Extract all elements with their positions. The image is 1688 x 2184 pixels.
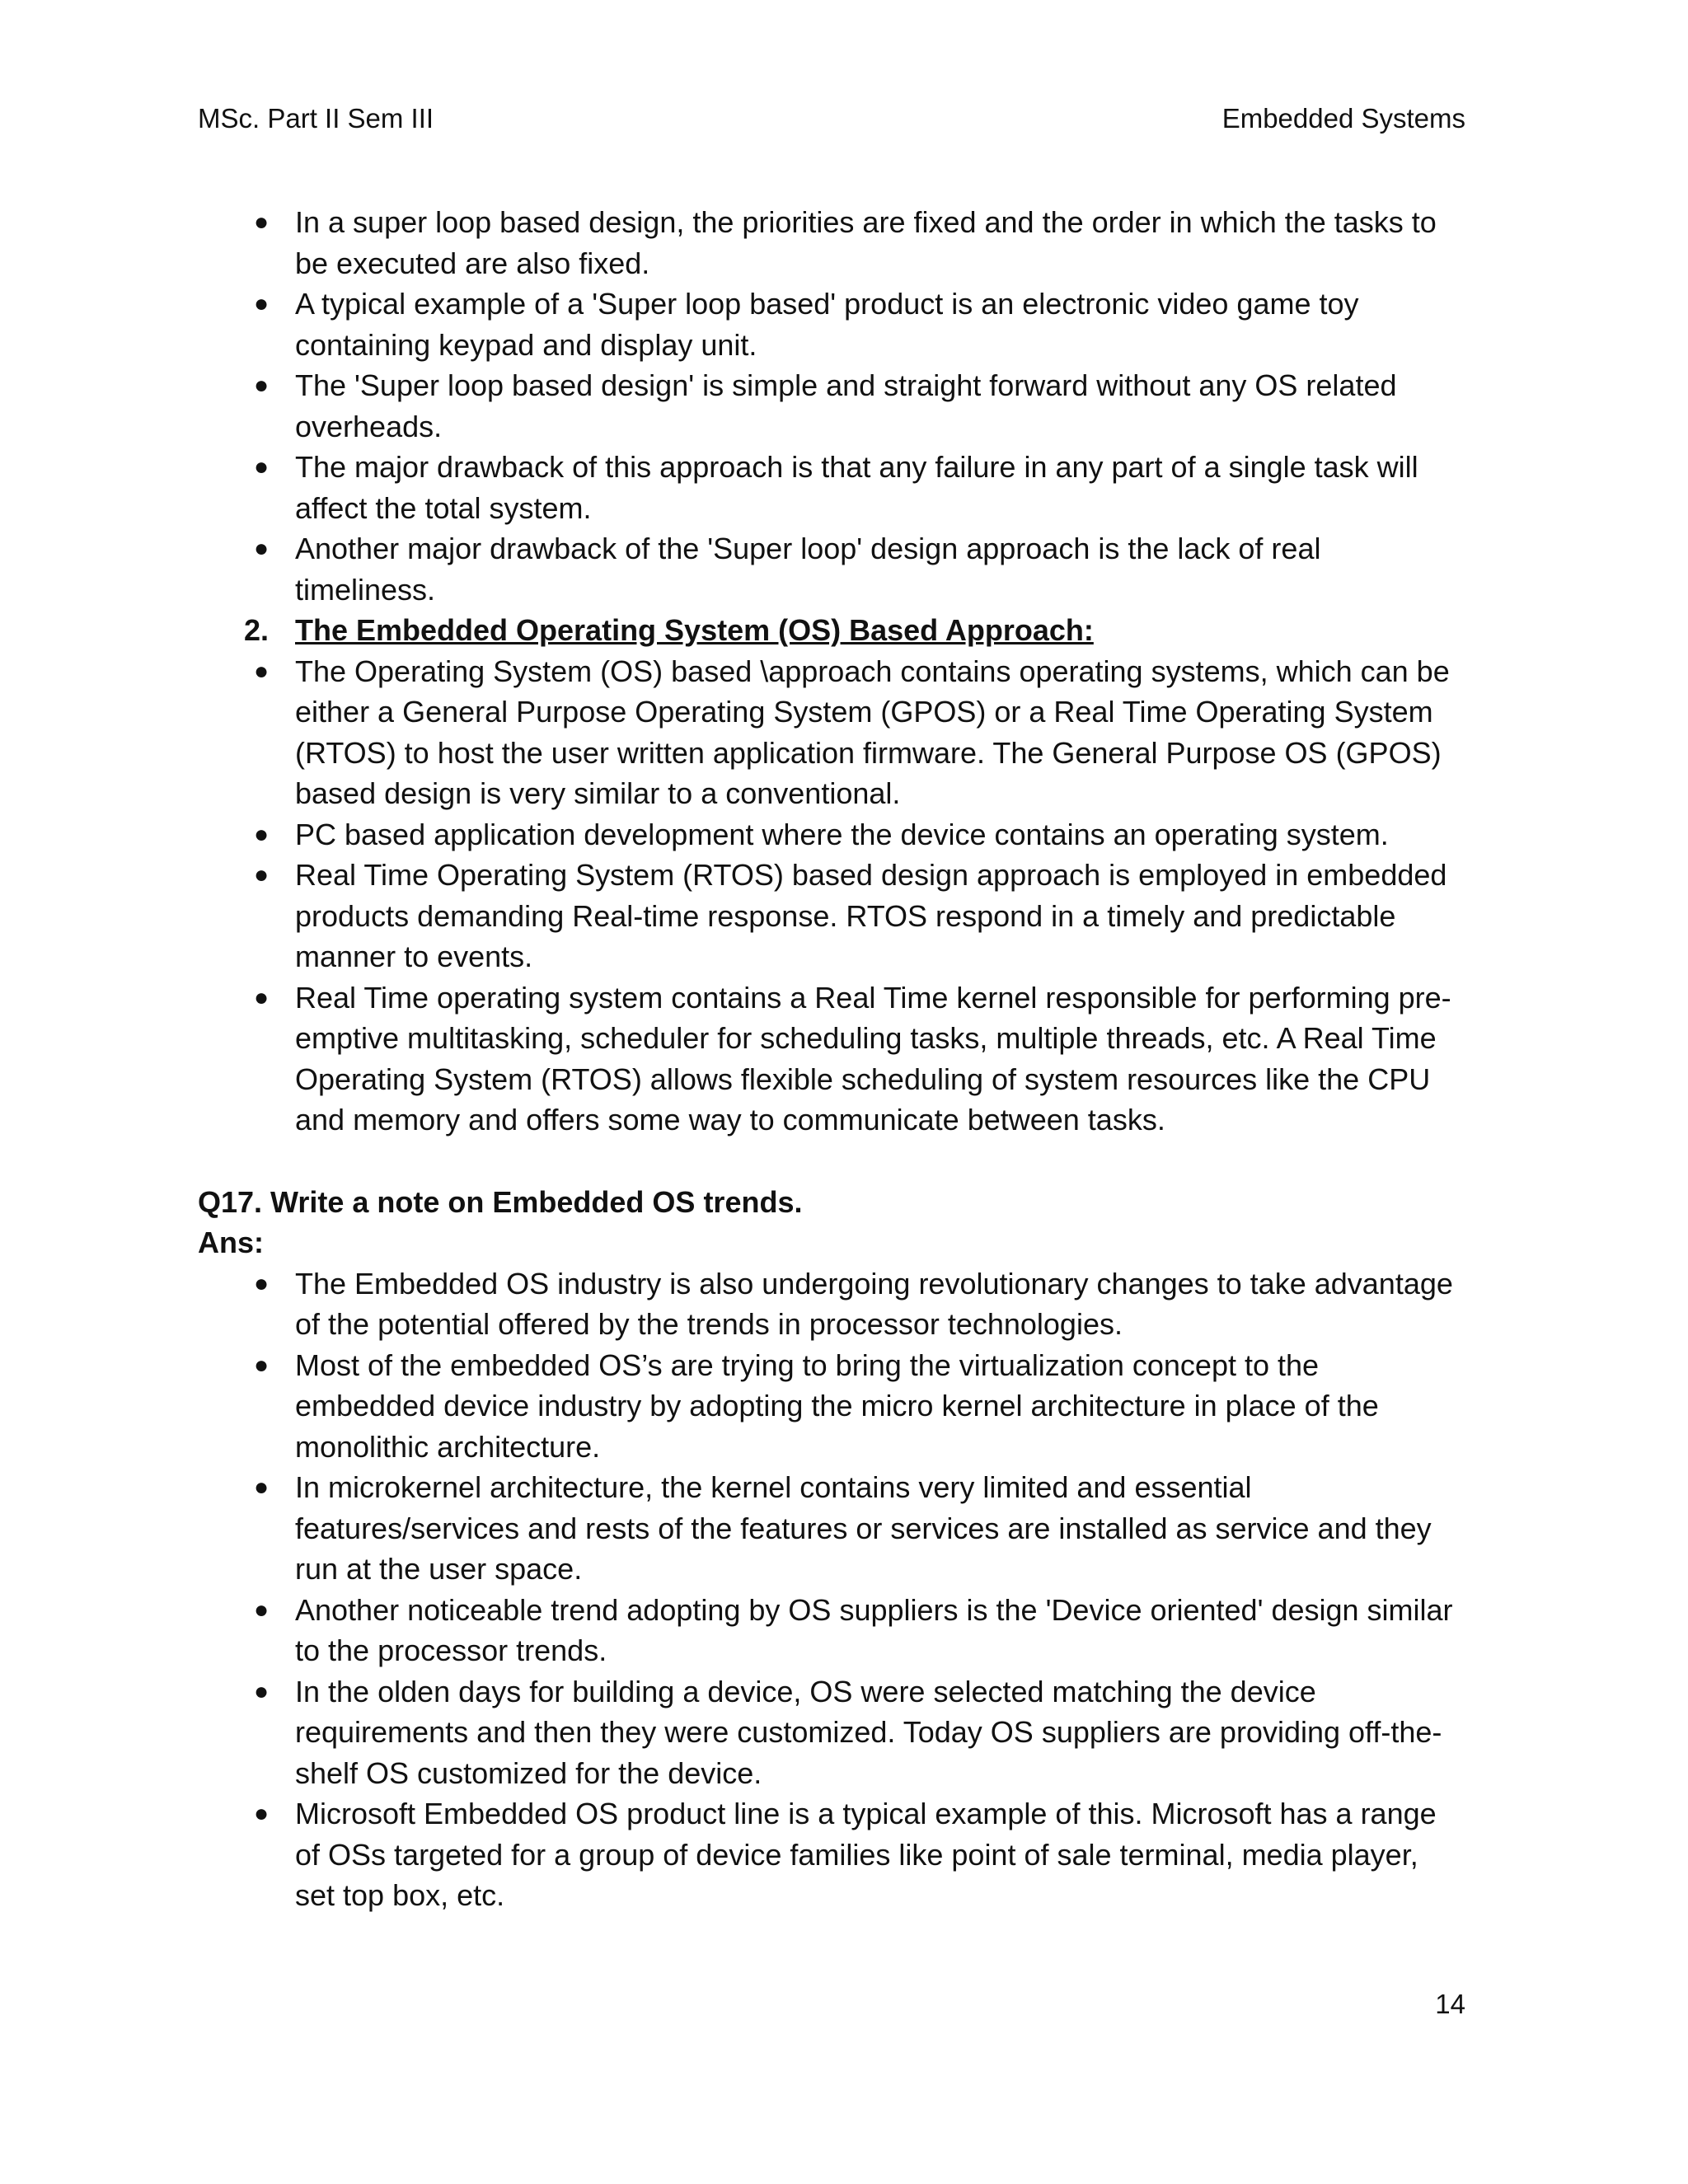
page-body	[198, 202, 1465, 1916]
list-item-text: Most of the embedded OS’s are trying to bring the virtualization concept to the embedded device industry by adopting the micro kernel architecture in place of the monolithic architecture.	[295, 1347, 1379, 1464]
list-item	[198, 447, 1465, 528]
bullet-dot-icon: ●	[253, 1677, 270, 1705]
list-item	[198, 1590, 1465, 1671]
bullet-dot-icon: ●	[253, 983, 270, 1011]
bullet-dot-icon: ●	[253, 535, 270, 562]
answer-label: Ans:	[198, 1226, 264, 1259]
bullet-dot-icon: ●	[253, 1596, 270, 1624]
list-item-text: In a super loop based design, the priorities are fixed and the order in which the tasks to be executed are also fixed.	[295, 205, 1437, 280]
bullet-dot-icon: ●	[253, 290, 270, 317]
question-heading: Q17. Write a note on Embedded OS trends.	[198, 1184, 803, 1219]
list-item	[198, 1263, 1465, 1345]
list-item-text: Real Time operating system contains a Real Time kernel responsible for performing pre-emptive multitasking, scheduler for scheduling tasks, multiple threads, etc. A Real Time Operating System (RTOS) allows flexible scheduling of system resources like the CPU and memory and offers some way to communicate between tasks.	[295, 980, 1451, 1137]
list-item	[198, 284, 1465, 365]
list-item	[198, 855, 1465, 977]
page-header	[198, 101, 1465, 137]
section-heading-item	[198, 610, 1465, 651]
list-item	[198, 528, 1465, 610]
list-item	[198, 1467, 1465, 1590]
list-item-text: The 'Super loop based design' is simple and straight forward without any OS related overheads.	[295, 368, 1397, 443]
list-item-text: Real Time Operating System (RTOS) based design approach is employed in embedded products demanding Real-time response. RTOS respond in a timely and predictable manner to events.	[295, 858, 1447, 973]
os-trends-bullet-list	[198, 1263, 1465, 1916]
list-item	[198, 1671, 1465, 1794]
list-item	[198, 365, 1465, 447]
list-item-text: Another major drawback of the 'Super loop' design approach is the lack of real timeliness.	[295, 532, 1321, 607]
list-item-text: In microkernel architecture, the kernel contains very limited and essential features/services and rests of the features or services are installed as service and they run at the user space.	[295, 1470, 1432, 1586]
list-item-text: In the olden days for building a device, OS were selected matching the device requirements and then they were customized. Today OS suppliers are providing off-the-shelf OS customized for the device.	[295, 1674, 1442, 1790]
list-item-text: Microsoft Embedded OS product line is a typical example of this. Microsoft has a range of OSs targeted for a group of device families like point of sale terminal, media player, set top box, etc.	[295, 1797, 1437, 1912]
list-item-text: The Operating System (OS) based \approach contains operating systems, which can be either a General Purpose Operating System (GPOS) or a Real Time Operating System (RTOS) to host the user written application firmware. The General Purpose OS (GPOS) based design is very similar to a conventional.	[295, 654, 1450, 810]
list-item-text: PC based application development where the device contains an operating system.	[295, 817, 1389, 851]
bullet-dot-icon: ●	[253, 1351, 270, 1379]
list-item-text: The Embedded OS industry is also undergoing revolutionary changes to take advantage of the potential offered by the trends in processor technologies.	[295, 1266, 1453, 1341]
list-item-text: A typical example of a 'Super loop based' product is an electronic video game toy containing keypad and display unit.	[295, 287, 1359, 362]
bullet-dot-icon: ●	[253, 1269, 270, 1297]
list-item	[198, 1345, 1465, 1468]
list-item	[198, 977, 1465, 1141]
list-item	[198, 1793, 1465, 1916]
list-item	[198, 651, 1465, 814]
bullet-dot-icon: ●	[253, 657, 270, 685]
bullet-dot-icon: ●	[253, 209, 270, 236]
bullet-dot-icon: ●	[253, 1800, 270, 1827]
section-number: 2.	[244, 613, 270, 647]
bullet-dot-icon: ●	[253, 372, 270, 399]
super-loop-bullet-list	[198, 202, 1465, 1141]
list-item-text: The major drawback of this approach is that any failure in any part of a single task will affect the total system.	[295, 450, 1418, 525]
header-subject: Embedded Systems	[1221, 103, 1465, 134]
bullet-dot-icon: ●	[253, 453, 270, 480]
section-heading: The Embedded Operating System (OS) Based Approach:	[295, 613, 1094, 647]
list-item	[198, 202, 1465, 284]
page-number: 14	[1435, 1989, 1465, 2019]
bullet-dot-icon: ●	[253, 861, 270, 888]
list-item	[198, 814, 1465, 855]
list-item-text: Another noticeable trend adopting by OS suppliers is the 'Device oriented' design similar to the processor trends.	[295, 1592, 1453, 1667]
bullet-dot-icon: ●	[253, 820, 270, 848]
header-course: MSc. Part II Sem III	[198, 103, 434, 134]
bullet-dot-icon: ●	[253, 1474, 270, 1501]
